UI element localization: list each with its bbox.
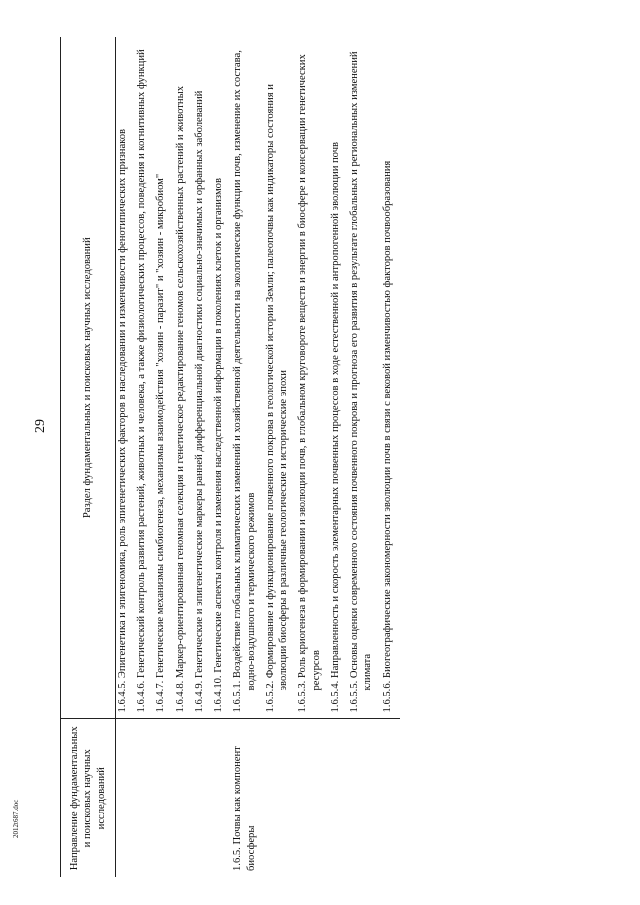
- rotated-table-wrapper: [60, 37, 620, 877]
- entry-1-6-5-5: 1.6.5.5. Основы оценки современного состояния почвенного покрова и прогноза его развития в результате глобальных и региональных изменений климата: [349, 51, 374, 713]
- table-row-continuation: [116, 37, 232, 877]
- entry-1-6-5-4: 1.6.5.4. Направленность и скорость элементарных почвенных процессов в ходе естественной и антропогенной эволюции почв: [329, 141, 341, 713]
- section-cell: [116, 37, 232, 719]
- document-code: 2012t687.doc: [12, 799, 20, 838]
- entry-1-6-4-6: 1.6.4.6. Генетический контроль развития растений, животных и человека, а также физиологических процессов, поведения и когнитивных функций: [136, 49, 148, 713]
- entry-1-6-5-6: 1.6.5.6. Биогеографические закономерности эволюции почв в связи с вековой изменчивостью факторов почвообразования: [381, 160, 393, 713]
- direction-cell-empty: [116, 719, 232, 877]
- header-section: Раздел фундаментальных и поисковых научных исследований: [61, 37, 116, 719]
- entry-1-6-4-9: 1.6.4.9. Генетические и эпигенетические маркеры ранней дифференциальной диагностики социально-значимых и орфанных заболеваний: [193, 90, 205, 713]
- table-header-row: [61, 37, 116, 877]
- entry-1-6-5-3: 1.6.5.3. Роль криогенеза в формировании и эволюции почв, в глобальном круговороте веществ и энергии в биосфере и консервации генетических ресурсов: [297, 54, 322, 713]
- section-cell: [231, 37, 399, 719]
- entry-1-6-4-8: 1.6.4.8. Маркер-ориентированная геномная селекция и генетическое редактирование геномов сельскохозяйственных растений и животных: [174, 86, 186, 713]
- table-row-soils: [231, 37, 399, 877]
- entry-1-6-5-2: 1.6.5.2. Формирование и функционирование почвенного покрова в геологической истории Земли; палеопочвы как индикаторы состояния и эволюции биосферы в различные геологические и исторические эпохи: [264, 84, 290, 713]
- entry-1-6-4-5: 1.6.4.5. Эпигенетика и эпигеномика, роль эпигенетических факторов в наследовании и изменчивости фенотипических признаков: [117, 128, 128, 713]
- entry-1-6-5-1: 1.6.5.1. Воздействие глобальных климатических изменений и хозяйственной деятельности на экологические функции почв, изменение их состава, водно-воздушного и термического режимов: [232, 50, 257, 713]
- header-direction: Направление фундаментальных и поисковых научных исследований: [61, 719, 116, 877]
- entry-1-6-4-10: 1.6.4.10. Генетические аспекты контроля и изменения наследственной информации в поколениях клеток и организмов: [213, 178, 225, 713]
- research-directions-table: [60, 37, 400, 877]
- direction-cell: 1.6.5. Почвы как компонент биосферы: [231, 719, 399, 877]
- entry-1-6-4-7: 1.6.4.7. Генетические механизмы симбиогенеза, механизмы взаимодействия "хозяин - паразит" и "хозяин - микробиом": [155, 173, 167, 713]
- page-number: 29: [33, 419, 48, 433]
